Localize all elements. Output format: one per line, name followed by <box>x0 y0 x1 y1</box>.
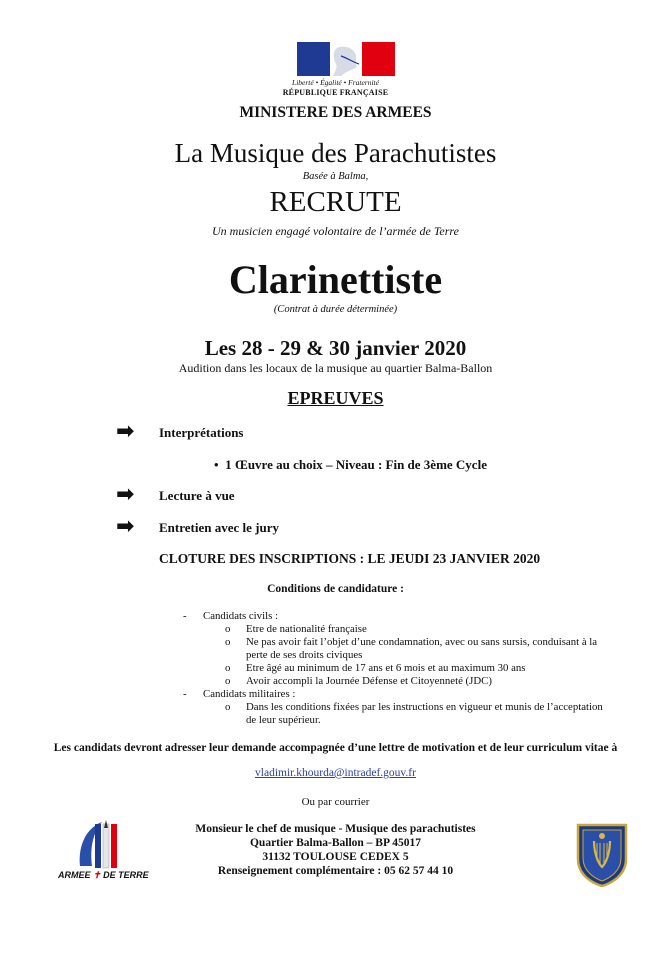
army-logo-word-2: DE TERRE <box>103 870 149 880</box>
epreuve-label: Lecture à vue <box>159 488 235 503</box>
epreuves-heading: EPREUVES <box>287 388 384 408</box>
address-line-2: Quartier Balma-Ballon – BP 45017 <box>249 837 421 849</box>
arrow-right-icon: ➡ <box>116 419 135 444</box>
or-by-mail: Ou par courrier <box>301 796 370 808</box>
conditions-heading: Conditions de candidature : <box>267 583 404 595</box>
list-item-text: Dans les conditions fixées par les instructions en vigueur et munis de l’acceptation <box>246 701 603 713</box>
circle-bullet-icon: o <box>225 636 231 648</box>
epreuve-label: Entretien avec le jury <box>159 520 279 535</box>
contact-email-link[interactable]: vladimir.khourda@intradef.gouv.fr <box>255 767 416 779</box>
position-subtitle: Un musicien engagé volontaire de l’armée de Terre <box>212 224 459 238</box>
band-location: Basée à Balma, <box>302 171 369 182</box>
sub-item-label: 1 Œuvre au choix – Niveau : Fin de 3ème Cycle <box>225 457 487 472</box>
recruits-heading: RECRUTE <box>269 186 402 218</box>
circle-bullet-icon: o <box>225 675 231 687</box>
audition-location: Audition dans les locaux de la musique au quartier Balma-Ballon <box>178 361 493 375</box>
sword-icon: ✝ <box>93 870 101 880</box>
contract-type: (Contrat à durée déterminée) <box>273 304 398 315</box>
list-item-text: Etre de nationalité française <box>246 623 367 635</box>
list-item-text: de leur supérieur. <box>246 714 321 726</box>
circle-bullet-icon: o <box>225 701 231 713</box>
bullet-icon: • <box>214 457 226 472</box>
address-line-1: Monsieur le chef de musique - Musique des parachutistes <box>195 823 476 835</box>
marianne-logo <box>297 42 395 76</box>
army-logo-text <box>58 870 148 881</box>
military-candidates-label: Candidats militaires : <box>203 688 296 700</box>
epreuve-label: Interprétations <box>159 425 244 440</box>
epreuve-sub-item <box>214 456 487 474</box>
circle-bullet-icon: o <box>225 662 231 674</box>
phone-info: Renseignement complémentaire : 05 62 57 44 10 <box>217 865 454 877</box>
armee-de-terre-logo <box>58 818 148 890</box>
band-name: La Musique des Parachutistes <box>174 138 497 168</box>
list-item-text: Avoir accompli la Journée Défense et Citoyenneté (JDC) <box>246 675 492 687</box>
civil-candidates-label: Candidats civils : <box>203 610 278 622</box>
audition-dates: Les 28 - 29 & 30 janvier 2020 <box>204 336 467 360</box>
dash-icon: - <box>183 610 187 622</box>
application-instructions: Les candidats devront adresser leur demande accompagnée d’une lettre de motivation et de leur curriculum vitae à <box>53 742 618 754</box>
list-item-text: Ne pas avoir fait l’objet d’une condamnation, avec ou sans sursis, conduisant à la <box>246 636 598 648</box>
army-emblem-icon <box>70 818 132 870</box>
commandement-shield-icon <box>576 823 628 887</box>
list-item-text: perte de ses droits civiques <box>246 649 363 661</box>
republic-motto: Liberté • Égalité • Fraternité <box>292 78 379 87</box>
circle-bullet-icon: o <box>225 623 231 635</box>
army-logo-word-1: ARMEE <box>58 870 91 880</box>
ministry-title: MINISTERE DES ARMEES <box>239 104 432 121</box>
arrow-right-icon: ➡ <box>116 514 135 539</box>
dash-icon: - <box>183 688 187 700</box>
republic-name: RÉPUBLIQUE FRANÇAISE <box>282 88 389 97</box>
instrument-title: Clarinettiste <box>228 257 443 302</box>
registration-deadline: CLOTURE DES INSCRIPTIONS : LE JEUDI 23 JANVIER 2020 <box>159 551 541 566</box>
arrow-right-icon: ➡ <box>116 482 135 507</box>
address-line-3: 31132 TOULOUSE CEDEX 5 <box>262 851 409 863</box>
list-item-text: Etre âgé au minimum de 17 ans et 6 mois et au maximum 30 ans <box>246 662 526 674</box>
